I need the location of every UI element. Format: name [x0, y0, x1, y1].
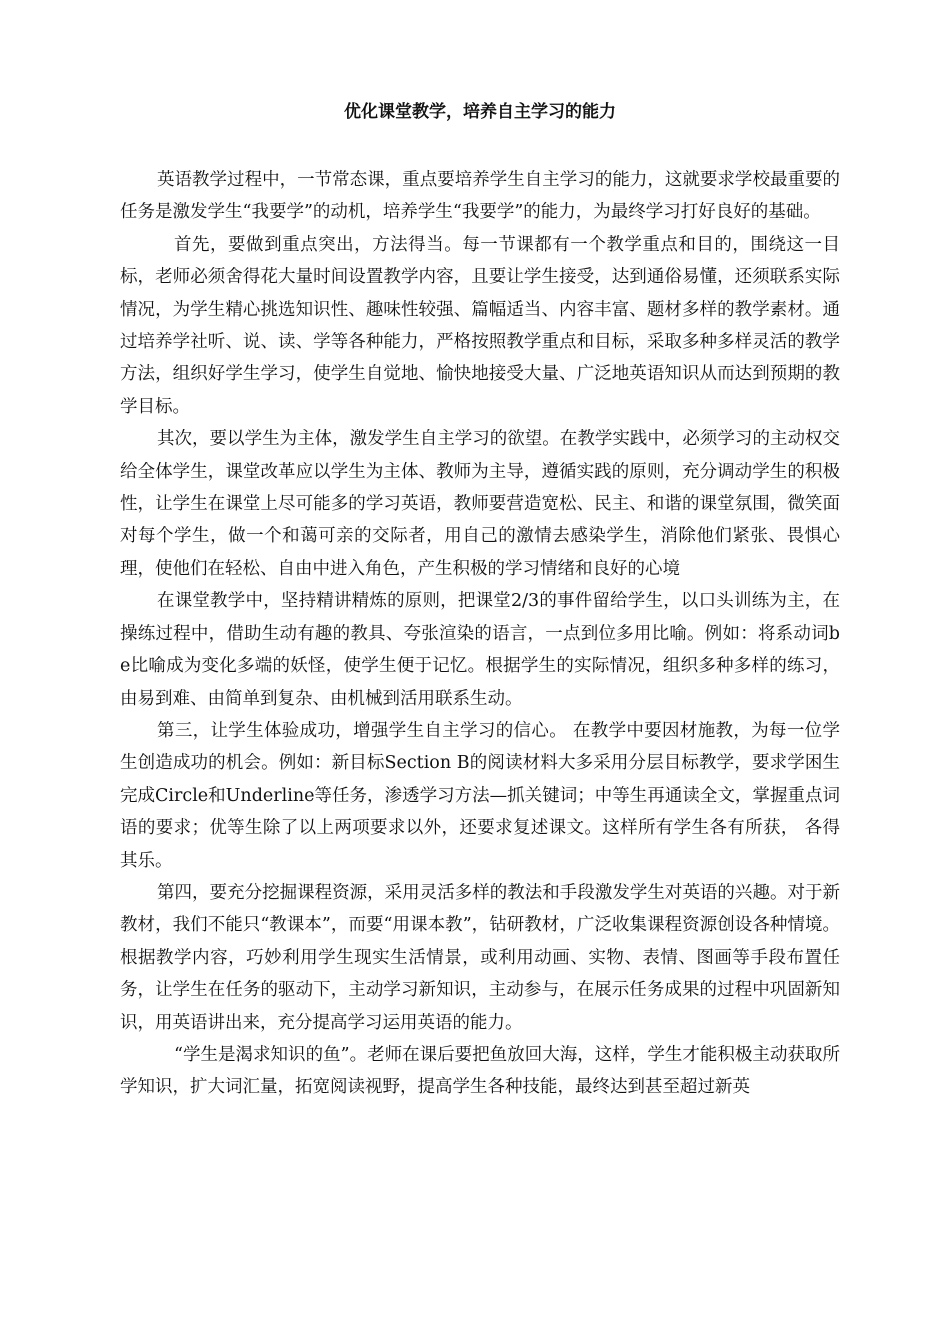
paragraph-first-point: 首先，要做到重点突出，方法得当。每一节课都有一个教学重点和目的，围绕这一目标，老师必须舍得花大量时间设置教学内容，且要让学生接受，达到通俗易懂，还须联系实际情况，为学生精心挑选知识性、趣味性较强、篇幅适当、内容丰富、题材多样的教学素材。通过培养学社听、说、读、学等各种能力，严格按照教学重点和目标，采取多种多样灵活的教学方法，组织好学生学习，使学生自觉地、愉快地接受大量、广泛地英语知识从而达到预期的教学目标。: [120, 234, 840, 417]
paragraph-classroom-practice: 在课堂教学中，坚持精讲精炼的原则，把课堂2/3的事件留给学生，以口头训练为主，在操练过程中，借助生动有趣的教具、夸张渲染的语言，一点到位多用比喻。例如：将系动词be比喻成为变化多端的妖怪，使学生便于记忆。根据学生的实际情况，组织多种多样的练习，由易到难、由简单到复杂、由机械到活用联系生动。: [120, 591, 840, 709]
paragraph-third-point: 第三，让学生体验成功，增强学生自主学习的信心。 在教学中要因材施教，为每一位学生创造成功的机会。例如：新目标Section B的阅读材料大多采用分层目标教学，要求学困生完成Circle和Underline等任务，渗透学习方法—抓关键词；中等生再通读全文，掌握重点词语的要求；优等生除了以上两项要求以外，还要求复述课文。这样所有学生各有所获， 各得其乐。: [120, 720, 840, 871]
paragraph-intro: 英语教学过程中，一节常态课，重点要培养学生自主学习的能力，这就要求学校最重要的任务是激发学生“我要学”的动机，培养学生“我要学”的能力，为最终学习打好良好的基础。: [120, 170, 840, 223]
paragraph-fourth-point: 第四，要充分挖掘课程资源，采用灵活多样的教法和手段激发学生对英语的兴趣。对于新教材，我们不能只“教课本”，而要“用课本教”，钻研教材，广泛收集课程资源创设各种情境。根据教学内容，巧妙利用学生现实生活情景，或利用动画、实物、表情、图画等手段布置任务，让学生在任务的驱动下，主动学习新知识，主动参与，在展示任务成果的过程中巩固新知识，用英语讲出来，充分提高学习运用英语的能力。: [120, 882, 840, 1033]
paragraph-second-point: 其次，要以学生为主体，激发学生自主学习的欲望。在教学实践中，必须学习的主动权交给全体学生，课堂改革应以学生为主体、教师为主导，遵循实践的原则，充分调动学生的积极性，让学生在课堂上尽可能多的学习英语，教师要营造宽松、民主、和谐的课堂氛围，微笑面对每个学生，做一个和蔼可亲的交际者，用自己的激情去感染学生，消除他们紧张、畏惧心理，使他们在轻松、自由中进入角色，产生积极的学习情绪和良好的心境: [120, 429, 840, 579]
document-body: [120, 164, 840, 1104]
document-title: 优化课堂教学，培养自主学习的能力: [344, 102, 616, 122]
paragraph-conclusion: “学生是渴求知识的鱼”。老师在课后要把鱼放回大海，这样，学生才能积极主动获取所学知识，扩大词汇量，拓宽阅读视野，提高学生各种技能，最终达到甚至超过新英: [120, 1044, 840, 1098]
